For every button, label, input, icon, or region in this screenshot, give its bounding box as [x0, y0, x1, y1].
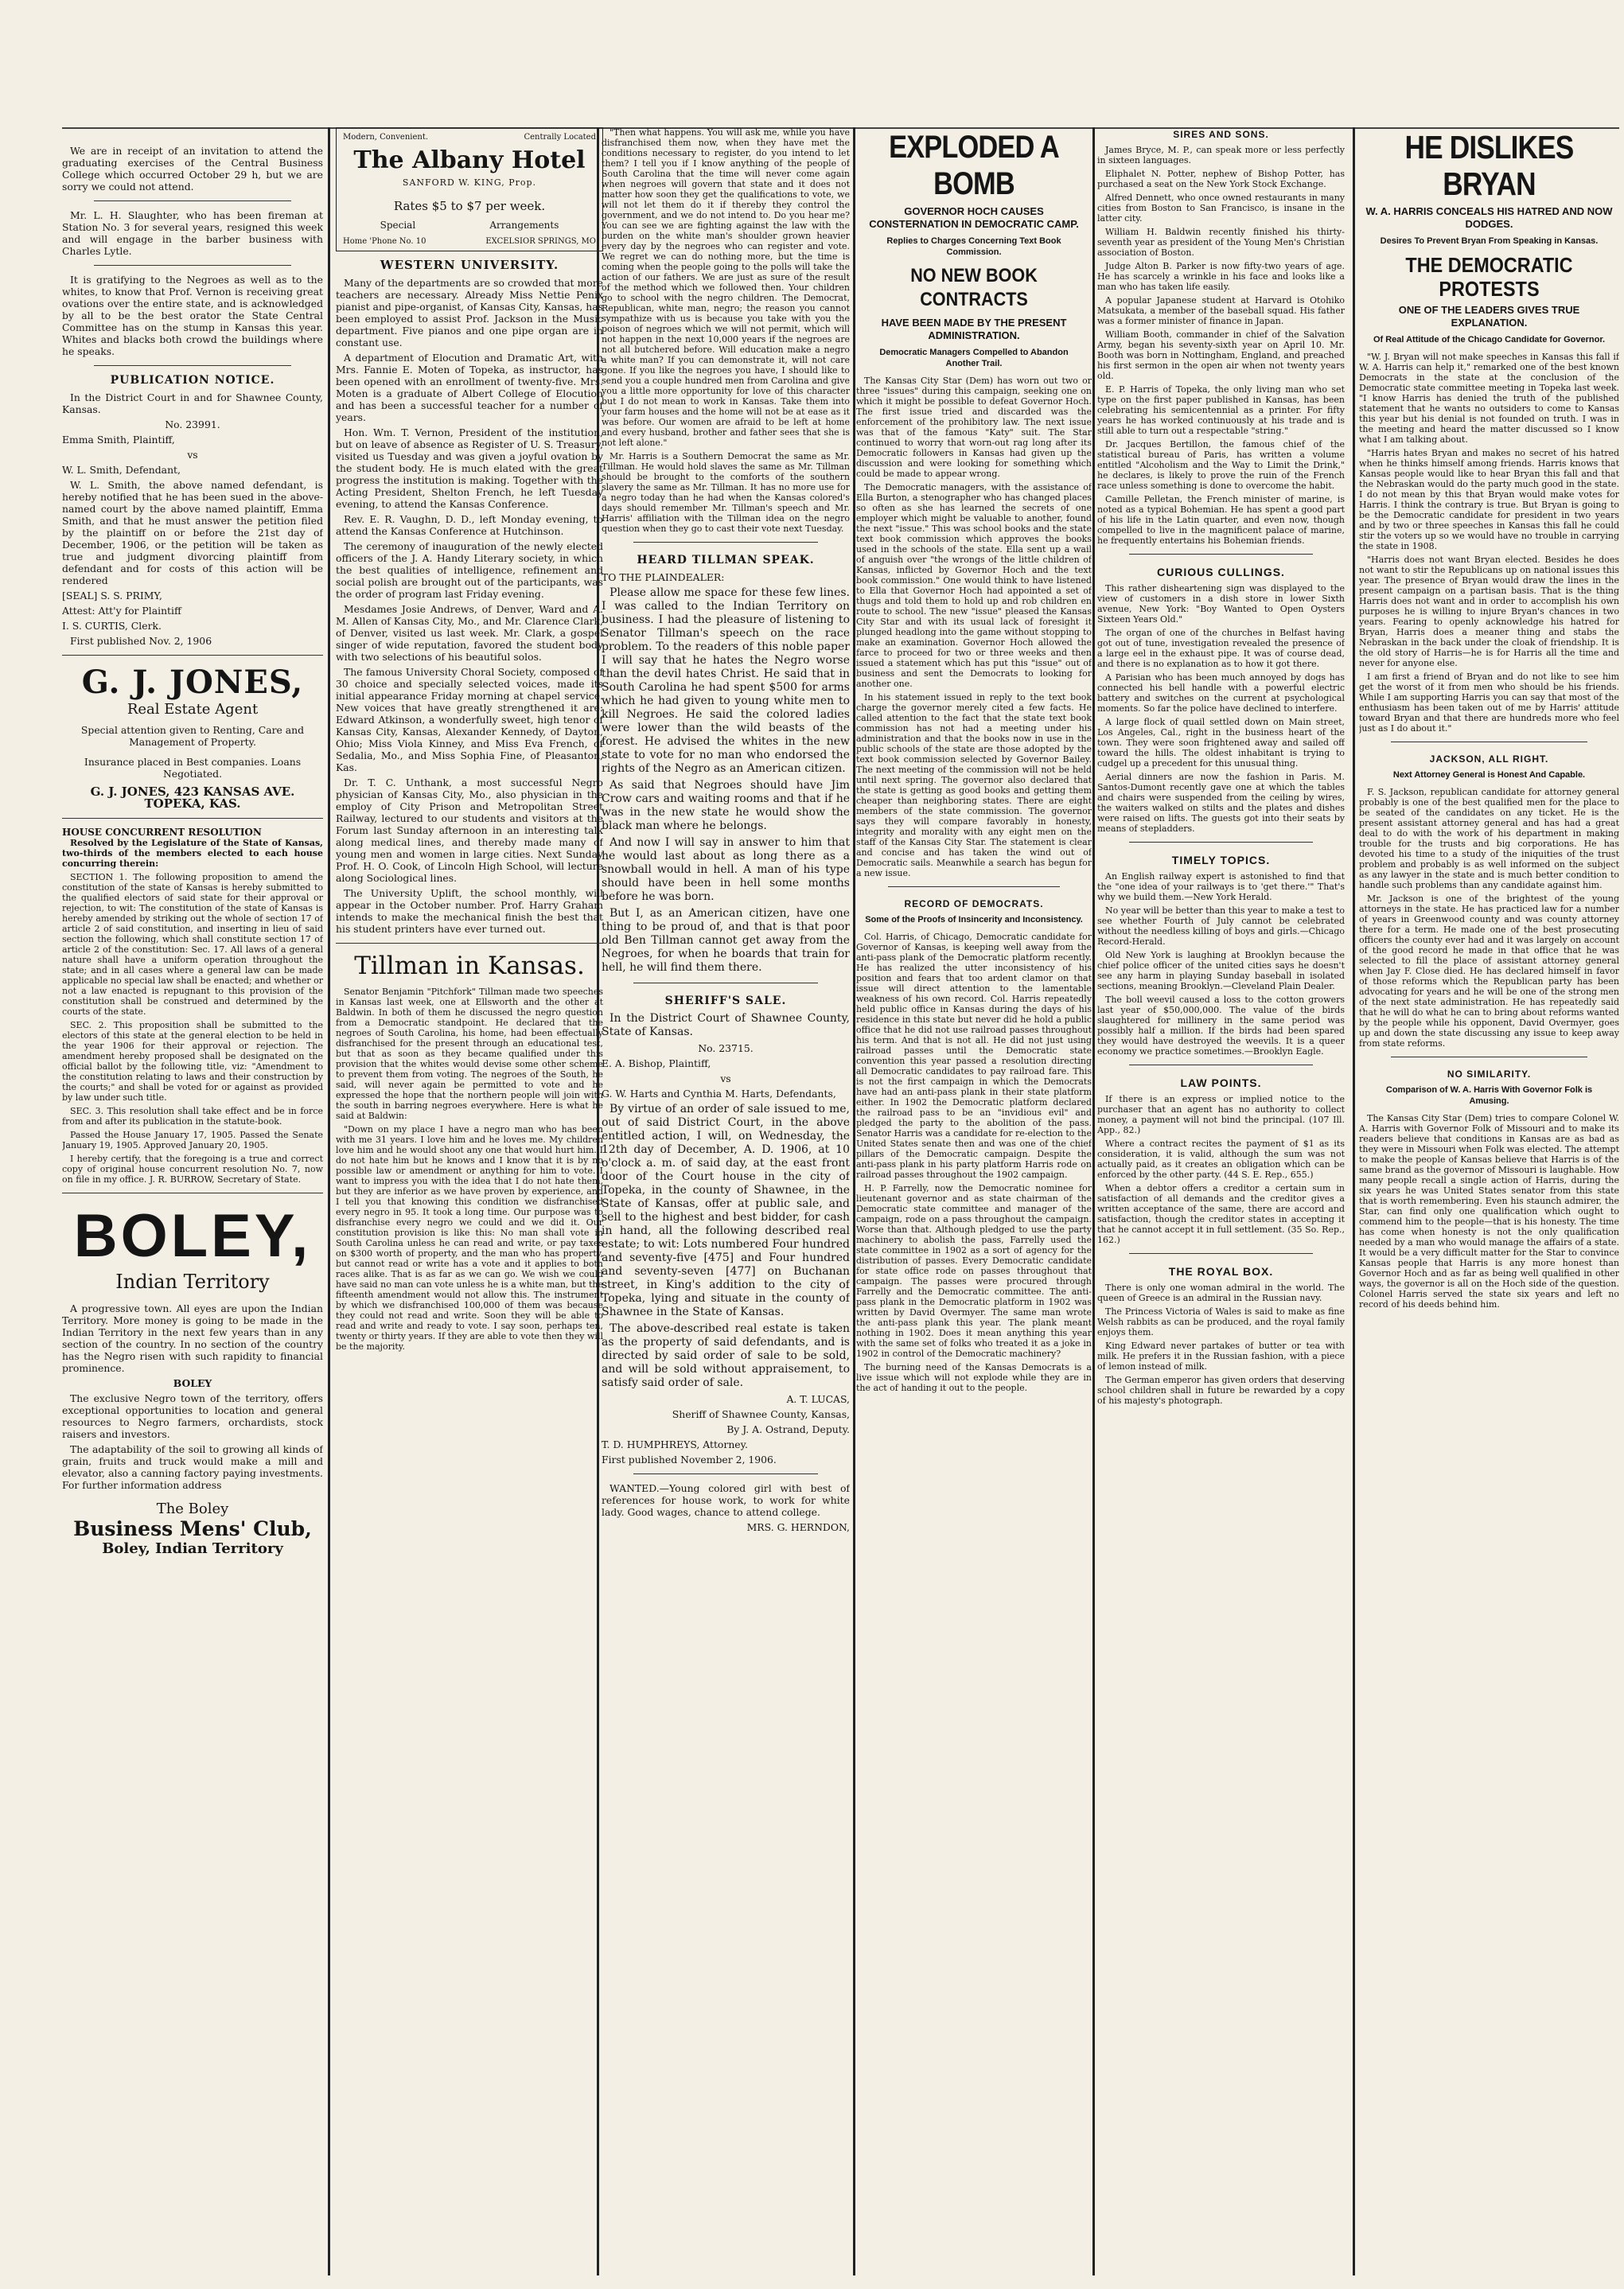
jones-ad-special: Special attention given to Renting, Care and Management of Property.	[80, 724, 305, 748]
resolution-section-1: SECTION 1. The following proposition to amend the constitution of the state of Kansas is hereby submitted to the qualified electors of said state for their approval or rejection, to wit: The constitution of the state of Kansas is hereby amended by striking out the whole of section 17 of article 2 of said constitution, and inserting in lieu of said section the following, which shall constitute section 17 of article 2 of the constitution: Sec. 17. All laws of a general nature shall have a uniform operation throughout the state; and in all cases where a general law can be made applicable no special law shall be enacted; and whether or not a law enacted is repugnant to this provision of the constitution shall be construed and determined by the courts of the state.	[62, 872, 323, 1017]
curious-item-2: The organ of one of the churches in Belfast having got out of tune, investigation revealed the presence of a large eel in the exhaust pipe. It was of course dead, and there is no explanation as to how it got there.	[1097, 628, 1345, 669]
sires-item-7: William Booth, commander in chief of the Salvation Army, began his seventy-sixth year on April 10. Mr. Booth was born in Nottingham, England, and preached his first sermon in the open air when not twenty years old.	[1097, 329, 1345, 381]
albany-hotel-ad	[336, 127, 603, 251]
heard-para-3: And now I will say in answer to him that he would last about as long there as a snowball would in hell. A man of his type should have been in hell some months before he was born.	[602, 836, 850, 903]
publication-case-number: No. 23991.	[165, 418, 220, 430]
boley-club-line-2: Business Mens' Club,	[73, 1517, 312, 1540]
democratic-protests-subhead: ONE OF THE LEADERS GIVES TRUE EXPLANATION.	[1398, 304, 1580, 329]
column-rule	[328, 127, 330, 2275]
hotel-modern: Modern, Convenient.	[343, 133, 429, 142]
no-new-contracts-subhead: HAVE BEEN MADE BY THE PRESENT ADMINISTRATION.	[881, 317, 1067, 341]
divider	[94, 200, 291, 201]
record-para-1: Col. Harris, of Chicago, Democratic candidate for Governor of Kansas, is keeping well away from the anti-pass plank of the Democratic platform recently. He has realized the utter inconsistency of his position and fears that too ardent clamor on that issue will direct attention to the lamentable weakness of his own record. Col. Harris repeatedly held public office in Kansas during the days of his residence in this state but never did he hold a public office that he did not use railroad passes throughout his term. And that is not all. He did not just using railroad passes until the Democratic state convention this year passed a resolution directing all Democratic candidates to pay railroad fare. This is not the first campaign in which the Democrats have had an anti-pass plank in their state platform either. In 1902 the Democratic platform declared the railroad pass to be an "invidious evil" and pledged the party to the abolition of the pass. Senator Harris was a candidate for re-election to the United States senate then and was one of the chief pillars of the Democratic campaign. Despite the anti-pass plank in his party platform Harris rode on railroad passes throughout the 1902 campaign.	[856, 932, 1092, 1180]
column-3	[602, 127, 850, 2275]
wu-para-3: Hon. Wm. T. Vernon, President of the institution, but on leave of absence as Register of U. S. Treasury, visited us Tuesday and was given a joyful ovation by the student body. He is much elated with the great progress the institution is making. Together with the Acting President, Shelton French, he left Tuesday evening, to attend the Kansas Conference.	[336, 426, 603, 510]
divider	[633, 1473, 818, 1474]
dislikes-bryan-headline: HE DISLIKES BRYAN	[1404, 129, 1574, 202]
no-similarity-deck: Comparison of W. A. Harris With Governor Folk is Amusing.	[1385, 1085, 1593, 1106]
jones-ad-title: Real Estate Agent	[127, 701, 259, 718]
sires-sons-title: SIRES AND SONS.	[1173, 129, 1269, 140]
sheriff-sale-title: SHERIFF'S SALE.	[664, 995, 787, 1007]
publication-vs: vs	[187, 449, 198, 461]
resolution-section-3: SEC. 3. This resolution shall take effect and be in force from and after its publication in the statute-book.	[62, 1106, 323, 1127]
divider	[62, 655, 323, 656]
sires-item-5: Judge Alton B. Parker is now fifty-two years of age. He has scarcely a wrinkle in his face and looks like a man who has taken life easily.	[1097, 261, 1345, 292]
publication-first-published: First published Nov. 2, 1906	[70, 635, 212, 647]
bryan-para-3: "Harris does not want Bryan elected. Besides he does not want to stir the Republicans up on national issues this year. The presence of Bryan would draw the lines in the present campaign on a partisan basis. That is the thing Harris does not want and in order to accomplish his own purposes he is willing to injure Bryan's chances in two years. Fearing to openly acknowledge his hatred for Bryan, Harris does a meaner thing and stabs the Nebraskan in the back under the cloak of friendship. It is the old story of Harris—he is for Harris all the time and never for anyone else.	[1359, 555, 1619, 668]
boley-ad-subtitle: Indian Territory	[115, 1271, 270, 1293]
sheriff-court: In the District Court of Shawnee County, State of Kansas.	[602, 1012, 850, 1038]
publication-seal: [SEAL] S. S. PRIMY,	[62, 590, 162, 601]
resolution-title: HOUSE CONCURRENT RESOLUTION	[62, 827, 262, 838]
bomb-para-2: The Democratic managers, with the assistance of Ella Burton, a stenographer who has changed places so often as she has learned the secrets of one employer which might be valuable to another, found the next "issue." This was school books and the state text book commission which approves the books used in the schools of the state. Ella sent up a wail of anguish over "the wrongs of the little children of Kansas, inflicted by Governor Hoch and the text book commission." One would think to have listened to Ella that Governor Hoch had appointed a set of thugs and told them to hold up and rob children en route to school. The new "issue" pleased the Kansas City Star and with its usual lack of foresight it plunged headlong into the game without stopping to make an examination. Governor Hoch allowed the farce to proceed for two or three weeks and then issued a statement which has put this "issue" out of business and sent the Democrats to looking for another one.	[856, 482, 1092, 689]
jackson-title: JACKSON, ALL RIGHT.	[1429, 753, 1549, 765]
publication-clerk: I. S. CURTIS, Clerk.	[62, 620, 162, 632]
jones-ad-name: G. J. JONES,	[81, 664, 304, 701]
dislikes-bryan-subhead: W. A. HARRIS CONCEALS HIS HATRED AND NOW DODGES.	[1365, 205, 1613, 230]
bryan-para-1: "W. J. Bryan will not make speeches in Kansas this fall if W. A. Harris can help it," remarked one of the best known Democrats in the state at the conclusion of the Democratic state committee meeting in Topeka last week. "I know Harris has denied the truth of the published statement that he wants no outsiders to come to Kansas this year but his denial is not founded on truth. I was in the meeting and heard the matter discussed so I know what I am talking about.	[1359, 352, 1619, 445]
royal-box-title: THE ROYAL BOX.	[1168, 1265, 1274, 1278]
heard-para-1: Please allow me space for these few lines. I was called to the Indian Territory on business. I had the pleasure of listening to Senator Tillman's speech on the race problem. To the readers of this noble paper I will say that he hates the Negro worse than the devil hates Christ. He said that in South Carolina he had spent $500 for arms which he had given to young white men to kill Negroes. He said the colored ladies were lower than the wild beasts of the forest. He advised the whites in the new state to vote for no man who endorsed the rights of the Negro as an American citizen.	[602, 586, 850, 775]
wu-para-5: The ceremony of inauguration of the newly elected officers of the J. A. Handy Literary society, in which the best qualities of intelligence, refinement and social polish are brought out of the participants, was the order of program last Friday evening.	[336, 540, 603, 600]
tillman-continued-2: Mr. Harris is a Southern Democrat the same as Mr. Tillman. He would hold slaves the same as Mr. Tillman should be brought to the comforts of the southern slavery the same as Mr. Tillman. It has no more use for a negro today than he had when the Kansas colored's days should remember Mr. Tillman's speech and Mr. Harris' affiliation with the Tillman idea on the negro question when they go to cast their vote next Tuesday.	[602, 451, 850, 534]
divider	[633, 542, 818, 543]
sheriff-body: By virtue of an order of sale issued to me, out of said District Court, in the above entitled action, I will, on Wednesday, the 12th day of December, A. D. 1906, at 10 o'clock a. m. of said day, at the east front door of the Court house in the city of Topeka, in the county of Shawnee, in the State of Kansas, offer at public sale, and sell to the highest and best bidder, for cash in hand, all the following described real estate; to wit: Lots numbered Four hundred and seventy-five [475] and Four hundred and seventy-seven [477] on Buchanan street, in King's addition to the city of Topeka, lying and situate in the county of Shawnee in the State of Kansas.	[602, 1103, 850, 1318]
exploded-bomb-headline: EXPLODED A BOMB	[889, 130, 1059, 201]
divider	[1129, 1253, 1313, 1254]
law-points-title: LAW POINTS.	[1180, 1076, 1262, 1089]
divider	[888, 886, 1060, 887]
boley-ad-heading: BOLEY	[173, 1377, 212, 1389]
hotel-central: Centrally Located	[524, 133, 596, 142]
sires-item-2: Eliphalet N. Potter, nephew of Bishop Potter, has purchased a seat on the New York Stock Exchange.	[1097, 169, 1345, 189]
resolution-certification: I hereby certify, that the foregoing is a true and correct copy of original house concurrent resolution No. 7, now on file in my office. J. R. BURROW, Secretary of State.	[62, 1154, 323, 1185]
local-item-vernon: It is gratifying to the Negroes as well as to the whites, to know that Prof. Vernon is receiving great ovations over the entire state, and is acknowledged by all to be the best orator the State Central Committee has on the stump in Kansas this year. Whites and blacks both crowd the buildings where he speaks.	[62, 274, 323, 357]
wanted-ad: WANTED.—Young colored girl with best of references for house work, to work for white lady. Good wages, chance to attend college.	[602, 1482, 850, 1518]
column-rule	[853, 127, 855, 2275]
publication-attest: Attest: Att'y for Plaintiff	[62, 605, 181, 617]
exploded-bomb-subhead: GOVERNOR HOCH CAUSES CONSTERNATION IN DEMOCRATIC CAMP.	[869, 205, 1079, 230]
local-item-slaughter: Mr. L. H. Slaughter, who has been fireman at Station No. 3 for several years, resigned this week and will engage in the barber business with Charles Lytle.	[62, 209, 323, 257]
wanted-sign: MRS. G. HERNDON,	[746, 1521, 850, 1533]
curious-item-4: A large flock of quail settled down on Main street, Los Angeles, Cal., right in the business heart of the town. They were soon frightened away and sailed off toward the hills. The oldest inhabitant is trying to cudgel up a precedent for this unusual thing.	[1097, 717, 1345, 769]
jackson-deck: Next Attorney General is Honest And Capable.	[1392, 770, 1586, 780]
royal-item-1: There is only one woman admiral in the world. The queen of Greece is an admiral in the Russian navy.	[1097, 1283, 1345, 1303]
sheriff-attorney: T. D. HUMPHREYS, Attorney.	[602, 1438, 748, 1450]
record-para-3: The burning need of the Kansas Democrats is a live issue which will not explode while they are in the act of handing it out to the people.	[856, 1362, 1092, 1393]
divider	[62, 818, 323, 819]
tillman-title: Tillman in Kansas.	[354, 952, 585, 980]
timely-item-2: No year will be better than this year to make a test to see whether Fourth of July cannot be celebrated without the needless killing of boys and girls.—Chicago Record-Herald.	[1097, 905, 1345, 947]
column-4	[856, 127, 1092, 2275]
wu-para-4: Rev. E. R. Vaughn, D. D., left Monday evening, to attend the Kansas Conference at Hutchinson.	[336, 513, 603, 537]
timely-item-3: Old New York is laughing at Brooklyn because the chief police officer of the united cities says he doesn't see any harm in playing Sunday baseball in isolated sections, meaning Brooklyn.—Cleveland Plain Dealer.	[1097, 950, 1345, 991]
sires-item-3: Alfred Dennett, who once owned restaurants in many cities from Boston to San Francisco, is insane in the latter city.	[1097, 193, 1345, 224]
tillman-para-2: "Down on my place I have a negro man who has been with me 31 years. I love him and he loves me. My children love him and he would shoot any one that would hurt him. I do not hate him but he knows and I know that it is by no possible law or amendment or anything for him to vote. I want to impress you with the idea that I do not hate them, but they are inferior as we have proven by experience, and I tell you that knowing this condition we disfranchised every negro in 95. It took a long time. Our purpose was to disfranchise every negro we could and we did it. Our constitution provision is like this: No man shall vote in South Carolina unless he can read and write, or pay taxes on $300 worth of property, and the man who has property, but cannot read or write has a vote and it applies to both races alike. That is as far as we can go. We wish we could have said no man can vote unless he is a white man, but the fifteenth amendment would not allow this. The instrument by which we disfranchised 100,000 of them was because they could not read and write. Soon they will be able to read and write and ready to vote. I say soon, perhaps ten, twenty or thirty years. If they are able to vote then they will be the majority.	[336, 1124, 603, 1352]
royal-item-2: The Princess Victoria of Wales is said to make as fine Welsh rabbits as can be produced, and the royal family enjoys them.	[1097, 1306, 1345, 1337]
column-6	[1359, 127, 1619, 2275]
royal-item-3: King Edward never partakes of butter or tea with milk. He prefers it in the Russian fashion, with a piece of lemon instead of milk.	[1097, 1341, 1345, 1372]
law-item-3: When a debtor offers a creditor a certain sum in satisfaction of all demands and the creditor gives a written acceptance of the same, there are accord and satisfaction, though the creditor states in accepting it that he cannot accept it in full settlement. (35 So. Rep., 162.)	[1097, 1183, 1345, 1245]
sires-item-9: Dr. Jacques Bertillon, the famous chief of the statistical bureau of Paris, has written a volume entitled "Alcoholism and the Way to Limit the Drink," he declares, is likely to prove the ruin of the French race unless something is done to overcome the habit.	[1097, 439, 1345, 491]
boley-club-line-1: The Boley	[156, 1501, 229, 1517]
hotel-rates: Rates $5 to $7 per week.	[393, 199, 546, 213]
heard-salutation: TO THE PLAINDEALER:	[602, 571, 725, 583]
heard-para-4: But I, as an American citizen, have one thing to be proud of, and that is that poor old Ben Tillman cannot get away from the Negroes, for when he boards that train for hell, he will find them there.	[602, 907, 850, 974]
boley-club-line-3: Boley, Indian Territory	[102, 1540, 283, 1557]
no-new-contracts-headline: NO NEW BOOK CONTRACTS	[910, 265, 1038, 310]
jones-ad-insurance: Insurance placed in Best companies. Loans Negotiated.	[84, 756, 302, 780]
resolution-section-2: SEC. 2. This proposition shall be submitted to the electors of this state at the general election to be held in the year 1906 for their approval or rejection. The amendment hereby proposed shall be designated on the official ballot by the following title, viz: "Amendment to the constitution relating to laws and their construction by the courts;" and shall be voted for or against as provided by law under such title.	[62, 1020, 323, 1103]
publication-court: In the District Court in and for Shawnee County, Kansas.	[62, 391, 323, 415]
newspaper-page	[32, 127, 1619, 2275]
publication-plaintiff: Emma Smith, Plaintiff,	[62, 434, 175, 446]
resolution-resolved: Resolved by the Legislature of the State of Kansas, two-thirds of the members elected to each house concurring therein:	[62, 838, 323, 869]
hotel-arrangements: Arrangements	[489, 220, 559, 231]
timely-topics-title: TIMELY TOPICS.	[1171, 854, 1271, 866]
dislikes-bryan-deck: Desires To Prevent Bryan From Speaking in Kansas.	[1380, 236, 1599, 246]
boley-ad-para-1: A progressive town. All eyes are upon the Indian Territory. More money is going to be made in the Indian Territory in the next few years than in any section of the country. In no section of the country has the Negro risen with such rapidity to financial prominence.	[62, 1302, 323, 1374]
bomb-para-1: The Kansas City Star (Dem) has worn out two or three "issues" during this campaign, seeking one on which it might be possible to defeat Governor Hoch. The first issue tried and discarded was the enforcement of the prohibitory law. The next issue was that of the famous "Katy" suit. The Star continued to worry that worn-out rag long after its Democratic followers in Kansas had given up the discussion and were looking for something which could be made to appear wrong.	[856, 376, 1092, 479]
hotel-phone: Home 'Phone No. 10	[343, 237, 426, 246]
sheriff-number: No. 23715.	[698, 1042, 754, 1054]
record-para-2: H. P. Farrelly, now the Democratic nominee for lieutenant governor and as state chairman of the Democratic state committee and manager of the campaign, rode on a pass throughout the campaign. Worse than that. Although pledged to use the party machinery to abolish the pass, Farrelly used the state committee in 1902 as a sort of agency for the distribution of passes. Every Democratic candidate for state office rode on passes throughout that campaign. The passes were procured through Farrelly and the Democratic committee. The anti-pass plank in the Democratic platform in 1902 was written by David Overmyer. The same man wrote the anti-pass plank this year. The plank meant nothing in 1902. Does it mean anything this year with the same set of folks who treated it as a joke in 1902 in control of the Democratic machinery?	[856, 1183, 1092, 1359]
hotel-address: EXCELSIOR SPRINGS, MO	[485, 237, 596, 246]
western-university-title: WESTERN UNIVERSITY.	[380, 258, 559, 272]
publication-body: W. L. Smith, the above named defendant, is hereby notified that he has been sued in the above-named court by the above named plaintiff, Emma Smith, and that he must answer the petition filed by the plaintiff on or before the 21st day of December, 1906, or the petition will be taken as true and judgment divorcing plaintiff from defendant and for costs of this action will be rendered	[62, 479, 323, 586]
bomb-para-3: In his statement issued in reply to the text book charge the governor merely cited a few facts. He called attention to the fact that the state text book commission has not had a meeting under his administration and that the books now in use in the public schools of the state are those adopted by the text book commission selected by Governor Bailey. The next meeting of the commission will not be held until next spring. The governor also declared that the state is getting as good books and getting them cheaper than neighboring states. There are eight members of the state commission. The governor says they will compare favorably in honesty, integrity and morality with any eight men on the staff of the Kansas City Star. The statement is clear and concise and has taken the wind out of Democratic sails. Meanwhile a search has begun for a new issue.	[856, 692, 1092, 878]
wu-para-9: The University Uplift, the school monthly, will appear in the October number. Prof. Harry Graham intends to make the mechanical finish the best that his student printers have ever turned out.	[336, 887, 603, 935]
hotel-proprietor: SANFORD W. KING, Prop.	[402, 177, 537, 188]
local-item-invitation: We are in receipt of an invitation to attend the graduating exercises of the Central Business College which occurred October 29 h, but we are sorry we could not attend.	[62, 145, 323, 193]
record-democrats-deck: Some of the Proofs of Insincerity and Inconsistency.	[865, 915, 1083, 925]
bryan-para-2: "Harris hates Bryan and makes no secret of his hatred when he thinks himself among friends. Harris knows that Kansas people would like to hear Bryan this fall and that the Nebraskan would do the party much good in the state. I do not mean by this that Bryan would make votes for Harris. I think the contrary is true. But Bryan is going to be the Democratic candidate for president in two years and by two or three speeches in Kansas this fall he could stir the voters up so we would have no trouble in carrying the state in 1908.	[1359, 448, 1619, 551]
hotel-special: Special	[380, 220, 416, 231]
sheriff-defendants: G. W. Harts and Cynthia M. Harts, Defendants,	[602, 1088, 836, 1100]
column-5	[1097, 127, 1345, 2275]
sires-item-4: William H. Baldwin recently finished his thirty-seventh year as president of the Young Men's Christian association of Boston.	[1097, 227, 1345, 258]
sheriff-sign-3: By J. A. Ostrand, Deputy.	[726, 1423, 850, 1435]
curious-item-1: This rather disheartening sign was displayed to the view of customers in a dish store in lower Sixth avenue, New York: "Boy Wanted to Open Oysters Sixteen Years Old."	[1097, 583, 1345, 625]
tillman-continued-1: "Then what happens. You will ask me, while you have disfranchised them now, when they have met the conditions necessary to register, do you intend to let them? I tell you if I know anything of the people of South Carolina that the time will never come again when negroes will govern that state and it does not matter how soon they get the qualifications to vote, we will not let them do it if thereby they control the government, and we do not intend to. Do you hear me? You can see we are fighting against the law with the burden on the white man's shoulder grown heavier every day by the negroes who can register and vote. We regret we can do nothing more, but the time is coming when the people going to the polls will take the action of our fathers. We are just as sure of the result of the method which we followed then. Your children go to school with the negro children. The Democrat, Republican, white man, negro; the reason you cannot sympathize with us is because you take with you the poison of negroes which we will not permit, which will not happen in the next 10,000 years if the negroes are not all butchered before. Will education make a negro a white man? If you can demonstrate it, will not care gone. If you like the negroes you have, I should like to send you a couple hundred men from Carolina and give you a little more opportunity for love of this character but I do not mean to work in Kansas. Take them into your farm houses and the home will not be at ease as it was before. Our women are afraid to be left at home and every husband, brother and father sees that she is not left alone."	[602, 127, 850, 448]
resolution-passed: Passed the House January 17, 1905. Passed the Senate January 19, 1905. Approved January 20, 1905.	[62, 1130, 323, 1150]
sires-item-6: A popular Japanese student at Harvard is Otohiko Matsukata, a member of the baseball squad. His father was a former minister of finance in Japan.	[1097, 295, 1345, 326]
sires-item-1: James Bryce, M. P., can speak more or less perfectly in sixteen languages.	[1097, 145, 1345, 165]
publication-notice-title: PUBLICATION NOTICE.	[110, 374, 275, 387]
democratic-protests-deck: Of Real Attitude of the Chicago Candidate for Governor.	[1373, 335, 1606, 345]
wu-para-1: Many of the departments are so crowded that more teachers are necessary. Already Miss Nettie Penix pianist and pipe-organist, of Kansas City, Kansas, has been employed to assist Prof. Jackson in the Music department. Five pianos and one pipe organ are in constant use.	[336, 277, 603, 348]
timely-item-4: The boll weevil caused a loss to the cotton growers last year of $50,000,000. The value of the birds slaughtered for millinery in the same period was possibly half a million. If the birds had been spared they would have destroyed the weevils. It is a queer economy we practice sometimes.—Brooklyn Eagle.	[1097, 995, 1345, 1057]
heard-para-2: As said that Negroes should have Jim Crow cars and waiting rooms and that if he was in the new state he would show the black man where he belongs.	[602, 779, 850, 832]
sheriff-vs: vs	[720, 1072, 731, 1084]
sheriff-body-2: The above-described real estate is taken as the property of said defendants, and is directed by said order of sale to be sold, and will be sold without appraisement, to satisfy said order of sale.	[602, 1322, 850, 1389]
heard-tillman-title: HEARD TILLMAN SPEAK.	[637, 554, 815, 566]
sheriff-plaintiff: E. A. Bishop, Plaintiff,	[602, 1057, 711, 1069]
publication-defendant: W. L. Smith, Defendant,	[62, 464, 181, 476]
law-item-2: Where a contract recites the payment of $1 as its consideration, it is valid, although the sum was not actually paid, as it creates an obligation which can be enforced by the other party. (44 S. E. Rep., 655.)	[1097, 1139, 1345, 1180]
bryan-para-4: I am first a friend of Bryan and do not like to see him get the worst of it from men who should be his friends. While I am supporting Harris you can say that most of the enthusiasm has been taken out of me by Harris' attitude toward Bryan and that there are hundreds more who feel just as I do about it."	[1359, 672, 1619, 734]
sheriff-sign-1: A. T. LUCAS,	[786, 1393, 850, 1405]
sheriff-sign-2: Sheriff of Shawnee County, Kansas,	[672, 1408, 850, 1420]
wu-para-6: Mesdames Josie Andrews, of Denver, Ward and A. M. Allen of Kansas City, Mo., and Mr. Clarence Clark, of Denver, visited us last week. Mr. Clark, a gospel singer of wide reputation, favored the student body with two selections of his beautiful solos.	[336, 603, 603, 663]
hotel-name: The Albany Hotel	[353, 146, 586, 174]
curious-item-3: A Parisian who has been much annoyed by dogs has connected his bell handle with a powerful electric battery and switches on the current at psychological moments. So far the police have declined to interfere.	[1097, 672, 1345, 714]
exploded-bomb-deck: Replies to Charges Concerning Text Book Commission.	[886, 236, 1061, 257]
sheriff-first-published: First published November 2, 1906.	[602, 1454, 777, 1466]
royal-item-4: The German emperor has given orders that deserving school children shall in future be rewarded by a copy of his majesty's photograph.	[1097, 1375, 1345, 1406]
sires-item-8: E. P. Harris of Topeka, the only living man who set type on the first paper published in Kansas, has been celebrating his semicentennial as a printer. For fifty years he has worked continuously at his trade and is still able to turn out a respectable "string."	[1097, 384, 1345, 436]
jones-ad-address: G. J. JONES, 423 KANSAS AVE. TOPEKA, KAS.	[90, 784, 295, 811]
divider	[1129, 842, 1313, 843]
column-rule	[1092, 127, 1095, 2275]
divider	[94, 265, 291, 266]
no-similarity-para: The Kansas City Star (Dem) tries to compare Colonel W. A. Harris with Governor Folk of Missouri and to make its readers believe that conditions in Kansas are as bad as they were in Missouri when Folk was elected. The attempt to make the people of Kansas believe that Harris is of the same brand as the governor of Missouri is laughable. How many people recall a single action of Harris, during the six years he was United States senator from this state that is worth remembering. Even his staunch admirer, the Star, can find only one qualification which ought to commend him to the people—that is his honesty. The time has come when honesty is not the only qualification needed by a man who would manage the affairs of a state. It would be a very difficult matter for the Star to convince Kansas people that Harris is any more honest than Governor Hoch and as far as being well qualified in other ways, the governor is all on the Hoch side of the question. Colonel Harris served the state six years and left no record of his deeds behind him.	[1359, 1113, 1619, 1310]
boley-ad-para-3: The adaptability of the soil to growing all kinds of grain, fruits and truck would make a mill and elevator, also a canning factory paying investments. For further information address	[62, 1443, 323, 1491]
democratic-protests-headline: THE DEMOCRATIC PROTESTS	[1405, 253, 1573, 301]
boley-ad-para-2: The exclusive Negro town of the territory, offers exceptional opportunities to location and general resources to Negro farmers, orchardists, stock raisers and investors.	[62, 1392, 323, 1440]
divider	[94, 365, 291, 366]
record-democrats-title: RECORD OF DEMOCRATS.	[904, 898, 1044, 909]
tillman-para-1: Senator Benjamin "Pitchfork" Tillman made two speeches in Kansas last week, one at Ellsworth and the other at Baldwin. In both of them he discussed the negro question from a Democratic standpoint. He declared that the negroes of South Carolina, his home, had been effectually disfranchised for the present through an educational test, but that as soon as they became qualified under this provision that the whites would devise some other scheme to prevent them from voting. The negroes of the South, he said, will never again be permitted to vote and he expressed the hope that the northern people will join with the south in barring negroes everywhere. Here is what he said at Baldwin:	[336, 987, 603, 1121]
column-rule	[1353, 127, 1355, 2275]
boley-ad-title: BOLEY,	[73, 1202, 312, 1270]
wu-para-2: A department of Elocution and Dramatic Art, with Mrs. Fannie E. Moten of Topeka, as instructor, has been opened with an enrollment of twenty-five. Mrs. Moten is a graduate of Albert College of Elocution and has been a successful teacher for a number of years.	[336, 352, 603, 423]
wu-para-8: Dr. T. C. Unthank, a most successful Negro physician of Kansas City, Mo., also physician in the employ of City Prison and Metropolitan Street Railway, lectured to our students and visitors at the Forum last Sunday afternoon in an interesting talk along medical lines, and thereby made many of young men and women in large cities. Next Sunday Prof. H. O. Cook, of Lincoln High School, will lecture along Sociological lines.	[336, 777, 603, 884]
law-item-1: If there is an express or implied notice to the purchaser that an agent has no authority to collect money, a payment will not bind the principal. (107 Ill. App., 82.)	[1097, 1094, 1345, 1135]
column-2	[336, 127, 603, 2275]
curious-item-5: Aerial dinners are now the fashion in Paris. M. Santos-Dumont recently gave one at which the tables and chairs were suspended from the ceiling by wires, the waiters walked on stilts and the plates and dishes were raised on lifts. The guests got into their seats by means of stepladders.	[1097, 772, 1345, 834]
sires-item-10: Camille Pelletan, the French minister of marine, is noted as a typical Bohemian. He has spent a good part of his life in the Latin quarter, and even now, though compelled to live in the magnificent palace of marine, he frequently entertains his Bohemian friends.	[1097, 494, 1345, 546]
divider	[1129, 554, 1313, 555]
wu-para-7: The famous University Choral Society, composed of 30 choice and specially selected voices, made its initial appearance Friday morning at chapel service. New voices that have greatly strengthened it are: Edward Atkinson, a wonderfully sweet, high tenor of Kansas City, Kansas, Alexander Kennedy, of Dayton, Ohio; Miss Viola Kinney, and Miss Eva French, of Sedalia, Mo., and Miss Sophia Fine, of Pleasanton, Kas.	[336, 666, 603, 773]
curious-cullings-title: CURIOUS CULLINGS.	[1157, 566, 1285, 578]
divider	[336, 943, 603, 944]
timely-item-1: An English railway expert is astonished to find that the "one idea of your railways is to 'get there.'" That's why we build them.—New York Herald.	[1097, 871, 1345, 902]
jackson-para-2: Mr. Jackson is one of the brightest of the young attorneys in the state. He has practiced law for a number of years in Greenwood county and was county attorney there for a term. He made one of the best prosecuting officers the county ever had and it was largely on account of the good record he made in that office that he was selected to fill the place of assistant attorney general when Jay F. Close died. He has declared himself in favor of those reforms which the Republican party has been advocating for years and he will be one of the strong men of the next state administration. He has repeatedly said that he will do what he can to bring about reforms wanted by the people while his opponent, David Overmyer, goes up and down the state discussing any issue to keep away from state reforms.	[1359, 893, 1619, 1049]
no-new-contracts-deck: Democratic Managers Compelled to Abandon Another Trail.	[879, 348, 1069, 368]
jackson-para-1: F. S. Jackson, republican candidate for attorney general probably is one of the best qualified men for the place to be seated of the candidates on any ticket. He is the present assistant attorney general and has had a great deal to do with the work of his department in making trouble for the trusts and big corporations. He has devoted his time to a study of the iniquities of the trust problem and probably is as well informed on the subject as any lawyer in the state and is much better condition to handle such problems than any candidate against him.	[1359, 787, 1619, 890]
no-similarity-title: NO SIMILARITY.	[1447, 1069, 1532, 1080]
column-1	[62, 127, 323, 2275]
